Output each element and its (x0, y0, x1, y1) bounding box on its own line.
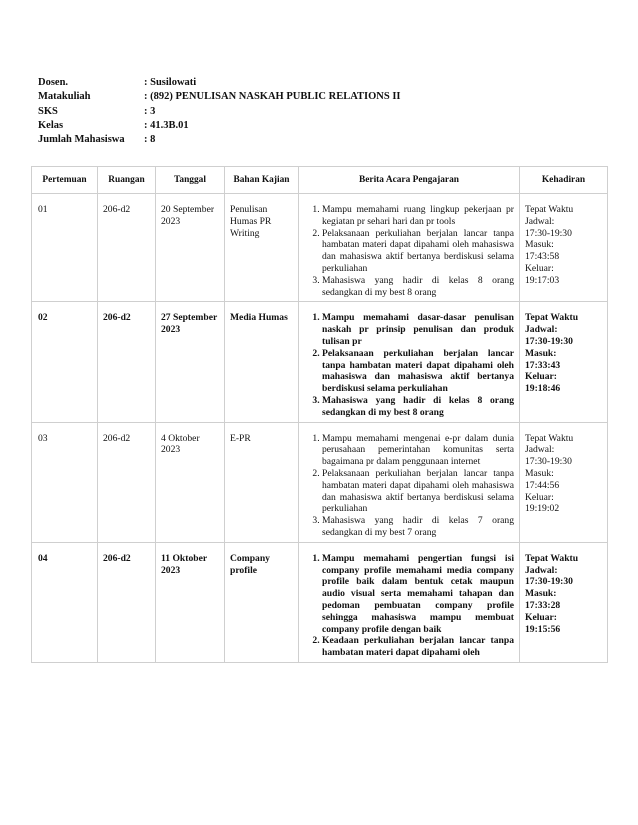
cell-topic: Penulisan Humas PR Writing (225, 194, 299, 302)
info-value: : 3 (144, 105, 156, 117)
attendance-line: 17:44:56 (525, 479, 560, 491)
report-item: 1. Mampu memahami mengenai e-pr dalam dunia perusahaan pemerintahan komunitas serta bagaimana pr dalam penggunaan internet (322, 433, 514, 468)
attendance-line: Tepat Waktu (525, 552, 579, 564)
report-item: 2. Pelaksanaan perkuliahan berjalan lancar tanpa hambatan materi dapat dipahami oleh mahasiswa dan mahasiswa aktif bertanya berdiskusi selama perkuliahan (322, 228, 514, 275)
report-item: 3. Mahasiswa yang hadir di kelas 7 orang sedangkan di my best 7 orang (322, 515, 514, 539)
table-header-row (32, 167, 608, 194)
attendance-line: Tepat Waktu (525, 204, 574, 215)
info-label: SKS (38, 105, 58, 117)
info-value: : Susilowati (144, 77, 197, 88)
attendance-line: Jadwal: (525, 444, 555, 456)
table-row (32, 194, 608, 302)
cell-meeting: 02 (32, 302, 98, 422)
report-item: 1. Mampu memahami dasar-dasar penulisan naskah pr prinsip penulisan dan produk tulisan pr (322, 312, 514, 347)
info-label: Matakuliah (38, 91, 91, 103)
cell-report (299, 302, 520, 422)
attendance-line: 17:30-19:30 (525, 227, 572, 239)
attendance-line: 19:15:56 (525, 623, 561, 635)
info-value: : 8 (144, 134, 156, 146)
report-item: 2. Pelaksanaan perkuliahan berjalan lancar tanpa hambatan materi dapat dipahami oleh mahasiswa dan mahasiswa aktif bertanya berdiskusi selama perkuliahan (322, 468, 514, 515)
report-list (304, 312, 514, 418)
attendance-line: Keluar: (525, 611, 557, 623)
cell-date: 11 Oktober 2023 (156, 542, 225, 662)
course-info (38, 76, 401, 147)
report-item: 3. Mahasiswa yang hadir di kelas 8 orang sedangkan di my best 8 orang (322, 395, 514, 419)
attendance-line: Jadwal: (525, 564, 558, 576)
cell-room: 206-d2 (98, 542, 156, 662)
teaching-log-table (31, 166, 608, 663)
cell-room: 206-d2 (98, 194, 156, 302)
cell-room: 206-d2 (98, 302, 156, 422)
cell-meeting: 04 (32, 542, 98, 662)
table-row (32, 422, 608, 542)
attendance-line: 19:17:03 (525, 274, 560, 286)
attendance-line: 19:18:46 (525, 383, 561, 395)
cell-topic: Company profile (225, 542, 299, 662)
report-list (304, 553, 514, 659)
attendance-line: Tepat Waktu (525, 432, 574, 444)
attendance-line: 19:19:02 (525, 503, 560, 515)
report-item: 1. Mampu memahami ruang lingkup pekerjaan pr kegiatan pr sehari hari dan pr tools (322, 204, 514, 228)
header-report: Berita Acara Pengajaran (299, 167, 520, 194)
attendance-line: Jadwal: (525, 215, 555, 227)
attendance-line: Masuk: (525, 588, 557, 600)
attendance-line: Masuk: (525, 347, 557, 359)
info-row-students (38, 133, 401, 147)
cell-date: 20 September 2023 (156, 194, 225, 302)
cell-topic: E-PR (225, 422, 299, 542)
header-attendance: Kehadiran (520, 167, 608, 194)
info-row-course (38, 90, 401, 104)
info-value: : 41.3B.01 (144, 119, 189, 131)
info-label: Jumlah Mahasiswa (38, 134, 125, 146)
cell-date: 4 Oktober 2023 (156, 422, 225, 542)
cell-report (299, 542, 520, 662)
attendance-line: Keluar: (525, 491, 554, 503)
report-list (304, 433, 514, 539)
header-topic: Bahan Kajian (225, 167, 299, 194)
cell-attendance (520, 302, 608, 422)
table-row (32, 542, 608, 662)
report-item: 3. Mahasiswa yang hadir di kelas 8 orang sedangkan di my best 8 orang (322, 275, 514, 299)
info-row-sks (38, 105, 401, 119)
cell-report (299, 422, 520, 542)
info-label: Kelas (38, 119, 64, 131)
report-item: 2. Keadaan perkuliahan berjalan lancar tanpa hambatan materi dapat dipahami oleh (322, 635, 514, 659)
cell-topic: Media Humas (225, 302, 299, 422)
attendance-line: 17:33:28 (525, 599, 561, 611)
cell-meeting: 03 (32, 422, 98, 542)
attendance-line: 17:30-19:30 (525, 456, 572, 468)
attendance-line: 17:30-19:30 (525, 576, 573, 588)
attendance-line: 17:30-19:30 (525, 335, 573, 347)
attendance-line: 17:33:43 (525, 359, 561, 371)
cell-attendance (520, 542, 608, 662)
header-meeting: Pertemuan (32, 167, 98, 194)
attendance-line: Masuk: (525, 467, 554, 479)
info-value: : (892) PENULISAN NASKAH PUBLIC RELATIONS II (144, 91, 401, 103)
cell-room: 206-d2 (98, 422, 156, 542)
cell-meeting: 01 (32, 194, 98, 302)
header-room: Ruangan (98, 167, 156, 194)
report-item: 1. Mampu memahami pengertian fungsi isi company profile memahami media company profile baik dalam bentuk cetak maupun audio visual serta memahami tahapan dan pedoman pembuatan company profile sehingga mahasiswa mampu membuat company profile dengan baik (322, 553, 514, 636)
attendance-line: Jadwal: (525, 324, 558, 336)
cell-attendance (520, 422, 608, 542)
attendance-line: Keluar: (525, 262, 554, 274)
report-item: 2. Pelaksanaan perkuliahan berjalan lancar tanpa hambatan materi dapat dipahami oleh mahasiswa dan mahasiswa aktif bertanya berdiskusi selama perkuliahan (322, 348, 514, 395)
attendance-line: Keluar: (525, 371, 557, 383)
report-list (304, 204, 514, 298)
cell-report (299, 194, 520, 302)
header-date: Tanggal (156, 167, 225, 194)
cell-attendance (520, 194, 608, 302)
info-row-class (38, 119, 401, 133)
attendance-line: 17:43:58 (525, 251, 560, 263)
table-row (32, 302, 608, 422)
attendance-line: Tepat Waktu (525, 312, 579, 324)
info-label: Dosen. (38, 77, 69, 88)
cell-date: 27 September 2023 (156, 302, 225, 422)
attendance-line: Masuk: (525, 239, 554, 251)
info-row-lecturer (38, 76, 401, 90)
